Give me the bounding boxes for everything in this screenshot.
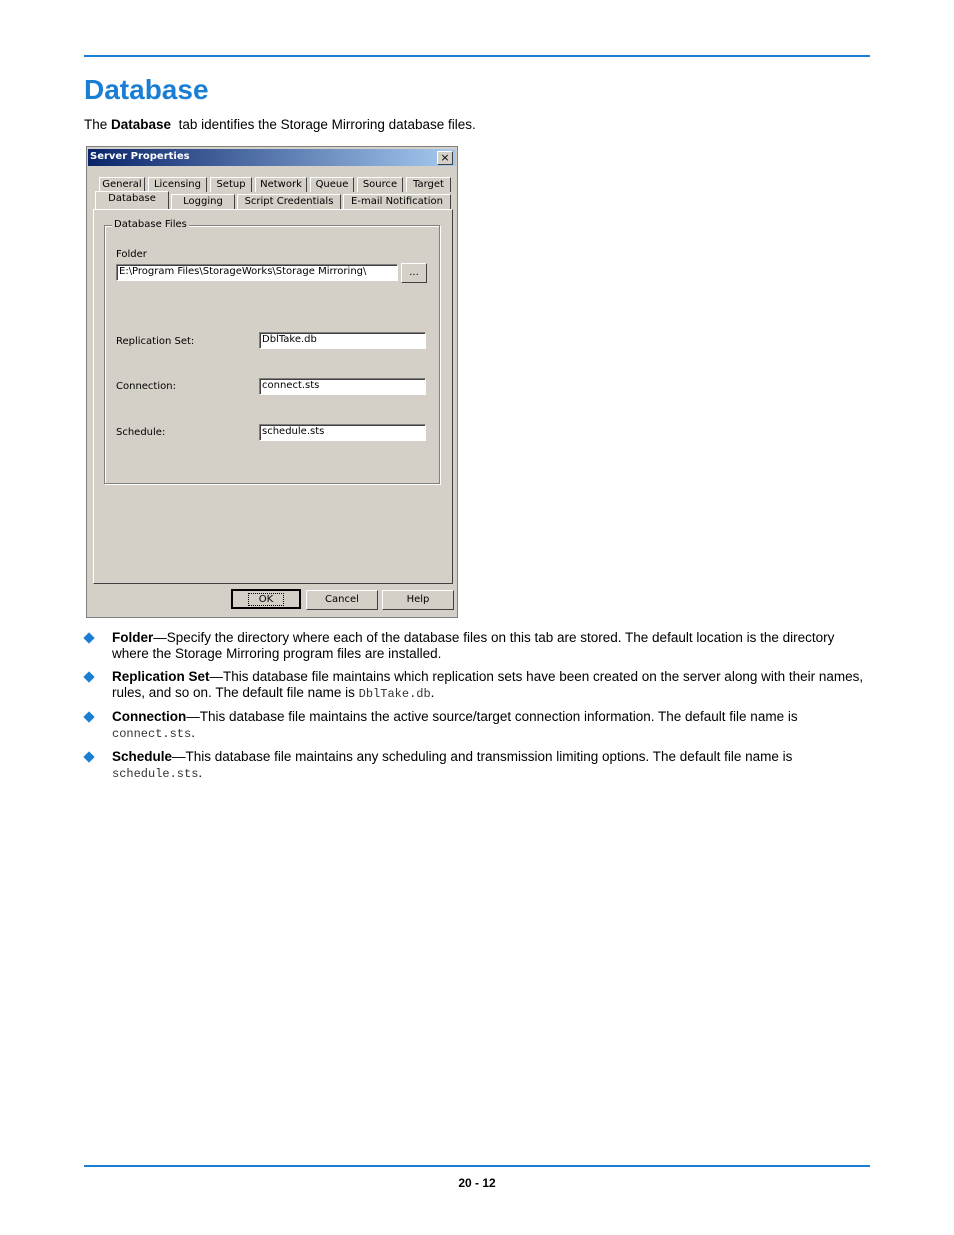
diamond-bullet-icon xyxy=(83,751,94,762)
group-label: Database Files xyxy=(114,219,187,230)
intro-prefix: The xyxy=(84,117,112,132)
dialog-title: Server Properties xyxy=(90,151,190,162)
dialog-titlebar[interactable] xyxy=(88,149,456,166)
cancel-button[interactable]: Cancel xyxy=(306,590,378,610)
folder-label: Folder xyxy=(116,249,147,260)
bullet-code: connect.sts xyxy=(112,727,192,741)
bullet-text: —This database file maintains the active source/target connection information. The default file name is xyxy=(186,709,798,724)
schedule-label: Schedule: xyxy=(116,427,166,438)
tab-target[interactable]: Target xyxy=(406,177,451,192)
diamond-bullet-icon xyxy=(83,632,94,643)
bullet-text: —This database file maintains which replication sets have been created on the server along with their names, rules, and so on. The default file name is xyxy=(112,669,864,700)
tab-email-notification[interactable]: E-mail Notification xyxy=(343,194,451,209)
tab-logging[interactable]: Logging xyxy=(171,194,235,209)
connection-input[interactable]: connect.sts xyxy=(259,378,426,395)
bullet-connection xyxy=(84,709,870,742)
replication-set-input[interactable]: DblTake.db xyxy=(259,332,426,349)
bullet-code: DblTake.db xyxy=(358,687,431,701)
bullet-end: . xyxy=(198,765,203,780)
folder-input[interactable]: E:\Program Files\StorageWorks\Storage Mirroring\ xyxy=(116,264,398,281)
tab-database[interactable]: Database xyxy=(95,191,169,209)
intro-bold: Database xyxy=(111,117,172,132)
bullet-list xyxy=(84,630,870,789)
page-title: Database xyxy=(84,74,209,105)
tab-queue[interactable]: Queue xyxy=(310,177,354,192)
tab-script-credentials[interactable]: Script Credentials xyxy=(237,194,341,209)
tab-source[interactable]: Source xyxy=(357,177,403,192)
bullet-term: Folder xyxy=(112,630,154,645)
bottom-rule xyxy=(84,1165,870,1167)
schedule-input[interactable]: schedule.sts xyxy=(259,424,426,441)
tab-licensing[interactable]: Licensing xyxy=(148,177,207,192)
bullet-end: . xyxy=(191,725,195,740)
bullet-replication-set xyxy=(84,669,870,702)
server-properties-dialog xyxy=(86,146,458,618)
help-button[interactable]: Help xyxy=(382,590,454,610)
replication-set-label: Replication Set: xyxy=(116,336,195,347)
bullet-term: Schedule xyxy=(112,749,173,764)
intro-suffix: tab identifies the Storage Mirroring database files. xyxy=(171,117,476,132)
bullet-schedule xyxy=(84,749,870,782)
top-rule xyxy=(84,55,870,57)
diamond-bullet-icon xyxy=(83,671,94,682)
bullet-folder xyxy=(84,630,870,662)
bullet-text: —This database file maintains any scheduling and transmission limiting options. The default file name is xyxy=(172,749,793,764)
tab-setup[interactable]: Setup xyxy=(210,177,252,192)
browse-button[interactable]: ... xyxy=(401,263,427,283)
intro-text xyxy=(84,117,476,132)
ok-button[interactable] xyxy=(231,589,301,609)
bullet-term: Replication Set xyxy=(112,669,210,684)
ok-button-label: OK xyxy=(248,593,284,606)
tab-network[interactable]: Network xyxy=(255,177,307,192)
bullet-text: —Specify the directory where each of the database files on this tab are stored. The default location is the directory where the Storage Mirroring program files are installed. xyxy=(112,630,835,661)
bullet-term: Connection xyxy=(112,709,187,724)
connection-label: Connection: xyxy=(116,381,176,392)
bullet-end: . xyxy=(430,685,435,700)
close-icon[interactable]: × xyxy=(437,151,453,165)
page-number: 20 - 12 xyxy=(458,1176,496,1190)
tab-general[interactable]: General xyxy=(99,177,145,192)
diamond-bullet-icon xyxy=(83,711,94,722)
bullet-code: schedule.sts xyxy=(112,767,199,781)
